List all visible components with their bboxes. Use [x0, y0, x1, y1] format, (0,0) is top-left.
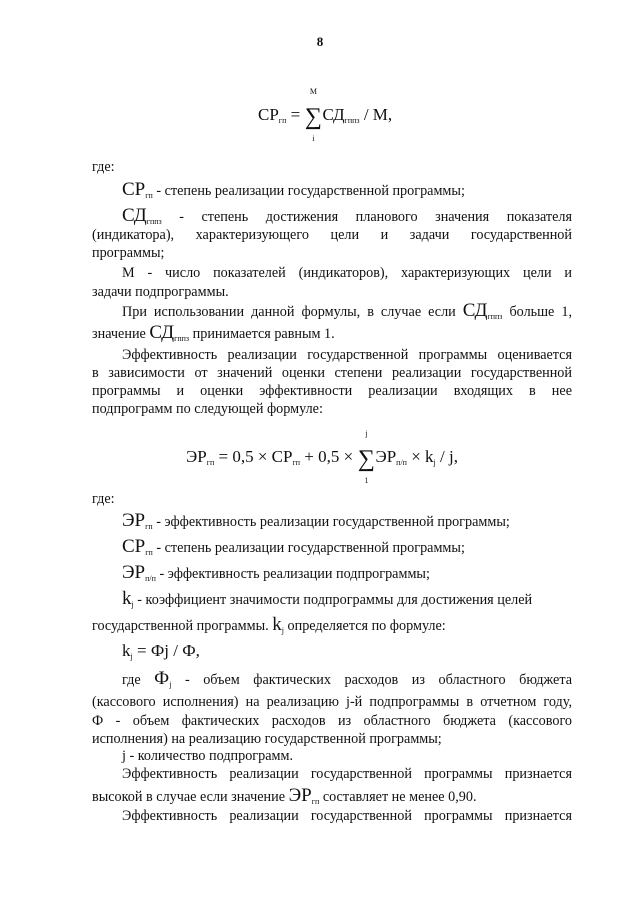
high-eff-line1: Эффективность реализации государственной программы признается: [122, 766, 572, 782]
definition-m-line1: М - число показателей (индикаторов), характеризующих цели и: [122, 265, 572, 281]
phi-line2: (кассового исполнения) на реализацию j-й подпрограммы в отчетном году,: [92, 694, 572, 710]
where-label: где:: [92, 159, 115, 175]
page-number: 8: [316, 34, 324, 49]
definition-sr-gp: $СР_{гп}$ - степень реализации государственной программы;: [122, 536, 465, 557]
j-count-line: j - количество подпрограмм.: [122, 748, 294, 764]
phi-line4: исполнения) на реализацию государственной программы;: [92, 731, 442, 747]
eff-paragraph-line4: подпрограмм по следующей формуле:: [92, 401, 323, 417]
sum-symbol: ∑ M i: [304, 87, 322, 143]
eff-paragraph-line2: в зависимости от значений оценки степени реализации государственной: [92, 365, 572, 381]
formula-er: $ЭР_{гп} = 0,5 \times СР_{гп} + 0,5$ × ∑ j 1 $ЭР_{п/п} \times k_j / j$,: [186, 429, 458, 485]
definition-m-line2: задачи подпрограммы.: [92, 284, 229, 300]
definition-sr: $СР_{гп}$ - степень реализации государственной программы;: [122, 179, 465, 200]
eff-paragraph-line3: программы и оценки эффективности реализации входящих в нее: [92, 383, 572, 399]
phi-line1: где $Ф_j$ - объем фактических расходов из областного бюджета: [122, 668, 572, 689]
eff-paragraph-line1: Эффективность реализации государственной программы оценивается: [122, 347, 572, 363]
where-label-2: где:: [92, 491, 115, 507]
definition-sd-line1: $СД_{гппз}$ - степень достижения планового значения показателя: [122, 205, 572, 226]
last-paragraph-line1: Эффективность реализации государственной программы признается: [122, 808, 572, 824]
formula-kj: $k_j$ = Фj / Ф,: [122, 641, 200, 661]
usage-line2: значение $СД_{гппз}$ принимается равным 1.: [92, 322, 335, 343]
phi-line3: Ф - объем фактических расходов из областного бюджета (кассового: [92, 713, 572, 729]
usage-line1: При использовании данной формулы, в случае если $СД_{гппз}$ больше 1,: [122, 300, 572, 321]
sum-symbol-2: ∑ j 1: [357, 429, 376, 485]
definition-sd-line2: (индикатора), характеризующего цели и задачи государственной: [92, 227, 572, 243]
definition-er-pp: $ЭР_{п/п}$ - эффективность реализации подпрограммы;: [122, 562, 430, 583]
definition-er-gp: $ЭР_{гп}$ - эффективность реализации государственной программы;: [122, 510, 510, 531]
high-eff-line2: высокой в случае если значение $ЭР_{гп}$ составляет не менее 0,90.: [92, 785, 477, 806]
definition-sd-line3: программы;: [92, 245, 165, 261]
definition-kj-line2: государственной программы. $k_j$ определяется по формуле:: [92, 614, 446, 635]
definition-kj-line1: $k_j$ - коэффициент значимости подпрограммы для достижения целей: [122, 588, 533, 609]
formula-sr: $СР_{гп}$ = ∑ M i $СД_{гппз}$ / M,: [258, 87, 393, 143]
